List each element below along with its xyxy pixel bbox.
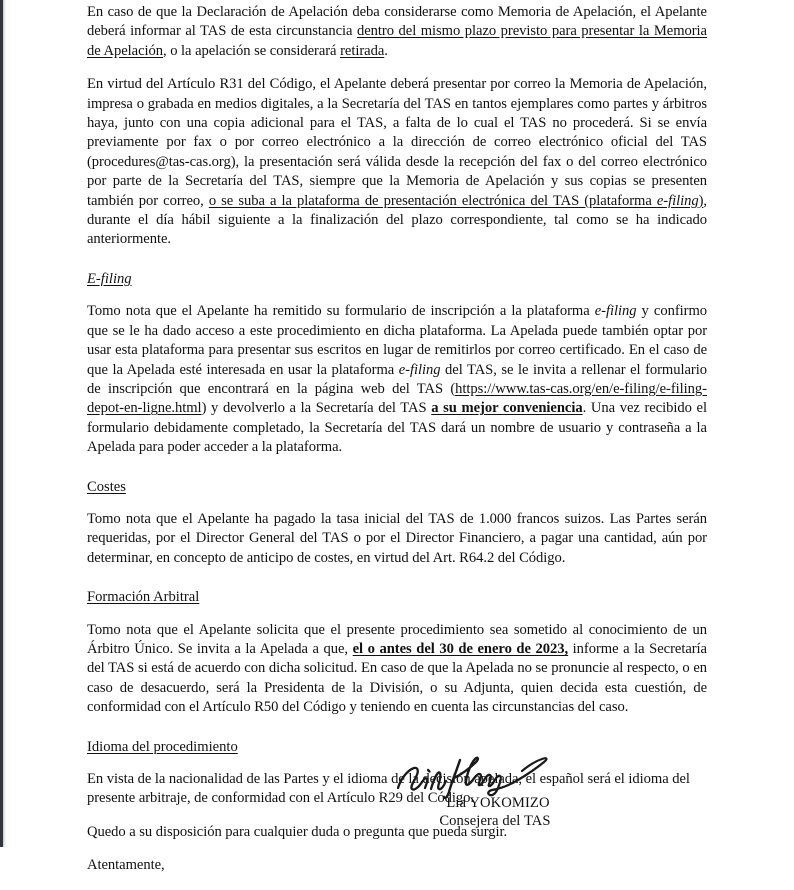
paragraph-articulo-r31 [87,75,707,250]
text-run: e-filing [594,303,637,320]
text-run: Tomo nota que el Apelante ha pagado la tasa inicial del TAS de 1.000 francos suizos. Las Partes serán requeridas, por el Director General del TAS o por el Director Financiero, a pagar una cantidad, aún por determinar, en concepto de anticipo de costes, en virtud del Art. R64.2 del Código. [87,510,707,566]
text-run: . [384,42,388,59]
handwritten-signature [388,748,558,800]
text-run: , o la apelación se considerará [163,42,341,59]
section-heading-formacion-arbitral: Formación Arbitral [87,589,200,606]
closing-availability-text: Quedo a su disposición para cualquier duda o pregunta que pueda surgir. [87,823,508,840]
text-run: retirada [340,42,385,59]
text-run: y confirmo que se le ha dado acceso a este procedimiento en dicha plataforma. La Apelada puede también optar por usar esta plataforma para presentar sus escritos en lugar de remitirlos por correo certificado. En el caso de que la Apelada esté interesada en usar la plataforma [87,303,707,378]
text-run: ) y devolverlo a la Secretaría del TAS [201,400,432,417]
text-run: Tomo nota que el Apelante solicita que el presente procedimiento sea sometido al conocimiento de un Árbitro Único. Se invita a la Apelada a que, [87,621,707,657]
text-run: https://www.tas-cas.org/en/e-filing/e-filing-depot-en-ligne.html [87,380,707,417]
section-heading-idioma: Idioma del procedimiento [87,738,238,755]
signature-printed-name: Lia YOKOMIZO [446,795,550,811]
text-run: dentro del mismo plazo previsto para presentar la Memoria de Apelación [87,23,707,59]
text-run: En vista de la nacionalidad de las Partes y el idioma de la decisión apelada, el español será el idioma del presente arbitraje, de conformidad con el Artículo R29 del Código. [87,771,690,807]
text-run: En virtud del Artículo R31 del Código, el Apelante deberá presentar por correo la Memoria de Apelación, impresa o grabada en medios digitales, a la Secretaría del TAS en tantos ejemplares como partes y árbitros haya, junto con una copia adicional para el TAS, a falta de lo cual el TAS no procederá. Si se envía previamente por fax o por correo electrónico a la dirección de correo electrónico oficial del TAS (procedures@tas-cas.org), la presentación será válida desde la recepción del fax o del correo electrónico por parte de la Secretaría del TAS, siempre que la Memoria de Apelación y sus copias se presenten también por correo, [87,76,707,209]
section-e-filing [87,264,707,458]
paragraph-formacion-1 [87,621,707,718]
signature-title: Consejera del TAS [439,813,551,829]
paragraph-costes-1 [87,510,707,568]
section-heading-e-filing: E-filing [87,270,132,287]
text-run: o se suba a la plataforma de presentación electrónica del TAS (plataforma [208,192,657,209]
text-run: del TAS, se le invita a rellenar el formulario de inscripción que encontrará en la página web del TAS ( [87,361,707,397]
text-run: informe a la Secretaría del TAS si está de acuerdo con dicha solicitud. En caso de que la Apelada no se pronuncie al respecto, o en caso de desacuerdo, será la Presidenta de la División, o su Adjunta, quien decida esta cuestión, de conformidad con el Artículo R50 del Código y teniendo en cuenta las circunstancias del caso. [87,640,707,716]
text-run: . Una vez recibido el formulario debidamente completado, la Secretaría del TAS dará un nombre de usuario y contraseña a la Apelada para poder acceder a la plataforma. [87,400,707,456]
signature-block [370,748,620,830]
scan-edge-gradient [3,0,6,847]
section-heading-costes: Costes [87,478,126,495]
text-run: el o antes del 30 de enero de 2023, [352,640,569,657]
text-run: , durante el día hábil siguiente a la finalización del plazo correspondiente, tal como se ha indicado anteriormente. [87,192,708,248]
section-formacion-arbitral [87,582,707,717]
section-costes [87,472,707,569]
text-run: En caso de que la Declaración de Apelación deba considerarse como Memoria de Apelación, el Apelante deberá informar al TAS de esta circunstancia [87,4,707,40]
text-run: ) [698,192,704,209]
paragraph-efiling-1 [87,302,707,457]
text-run: Tomo nota que el Apelante ha remitido su formulario de inscripción a la plataforma [87,303,595,320]
text-run: e-filing [656,192,699,209]
text-run: a su mejor conveniencia [431,400,583,417]
paragraph-declaracion-apelacion [87,3,707,61]
text-run: e-filing [398,361,441,378]
closing-valediction: Atentamente, [87,857,165,874]
